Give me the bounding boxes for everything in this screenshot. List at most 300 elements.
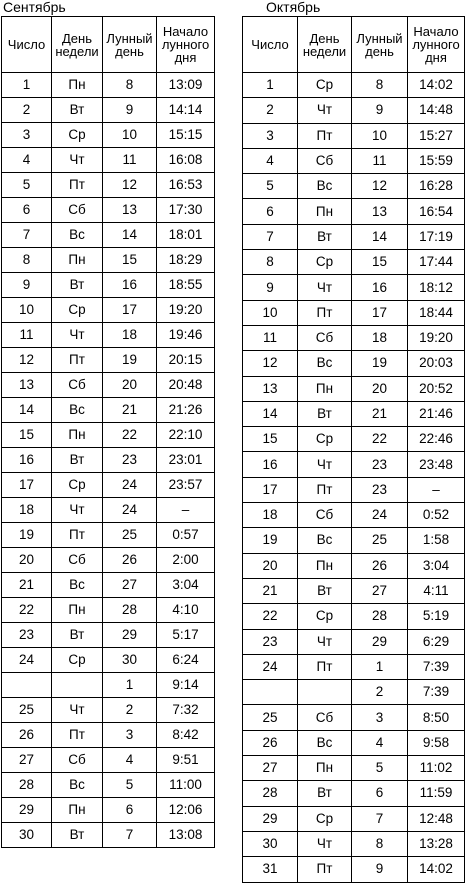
cell-date: 27 xyxy=(2,748,52,773)
cell-lunar-day: 24 xyxy=(352,503,408,528)
cell-date: 29 xyxy=(2,798,52,823)
cell-date: 23 xyxy=(2,623,52,648)
table-row xyxy=(2,573,215,598)
cell-lunar-day: 24 xyxy=(103,498,157,523)
cell-start-time: 8:50 xyxy=(408,705,465,730)
cell-start-time: 15:59 xyxy=(408,148,465,173)
table-row xyxy=(243,174,465,199)
cell-lunar-day: 9 xyxy=(103,98,157,123)
cell-date: 4 xyxy=(243,148,298,173)
cell-start-time: 14:14 xyxy=(157,98,215,123)
cell-date: 29 xyxy=(243,806,298,831)
cell-start-time: 3:04 xyxy=(408,553,465,578)
cell-start-time: 14:02 xyxy=(408,857,465,882)
cell-weekday: Ср xyxy=(52,648,103,673)
cell-lunar-day: 14 xyxy=(103,223,157,248)
cell-lunar-day: 9 xyxy=(352,98,408,123)
table-row xyxy=(243,477,465,502)
table-row xyxy=(243,376,465,401)
cell-lunar-day: 8 xyxy=(352,831,408,856)
lunar-table xyxy=(242,16,465,883)
cell-lunar-day: 4 xyxy=(103,748,157,773)
cell-weekday: Вс xyxy=(52,773,103,798)
cell-weekday: Сб xyxy=(52,198,103,223)
cell-start-time: 20:03 xyxy=(408,351,465,376)
table-row xyxy=(243,578,465,603)
cell-start-time: 11:02 xyxy=(408,756,465,781)
table-row xyxy=(2,98,215,123)
cell-lunar-day: 8 xyxy=(352,73,408,98)
cell-date: 14 xyxy=(2,398,52,423)
october-calendar xyxy=(242,0,464,883)
table-row xyxy=(2,648,215,673)
header-row xyxy=(243,17,465,73)
cell-date: 18 xyxy=(2,498,52,523)
cell-lunar-day: 22 xyxy=(352,427,408,452)
cell-lunar-day: 22 xyxy=(103,423,157,448)
cell-date: 28 xyxy=(243,781,298,806)
cell-weekday: Сб xyxy=(298,325,352,350)
cell-weekday: Сб xyxy=(298,148,352,173)
cell-weekday: Вс xyxy=(52,573,103,598)
cell-date: 20 xyxy=(2,548,52,573)
table-row xyxy=(243,654,465,679)
cell-weekday: Вс xyxy=(298,730,352,755)
cell-start-time: 23:57 xyxy=(157,473,215,498)
table-row xyxy=(243,503,465,528)
cell-weekday: Пт xyxy=(52,723,103,748)
cell-date: 13 xyxy=(243,376,298,401)
cell-date: 26 xyxy=(2,723,52,748)
cell-lunar-day: 21 xyxy=(103,398,157,423)
table-row xyxy=(243,73,465,98)
cell-weekday: Ср xyxy=(298,806,352,831)
cell-weekday: Вт xyxy=(298,401,352,426)
cell-date xyxy=(243,680,298,705)
cell-start-time: 18:01 xyxy=(157,223,215,248)
cell-date: 16 xyxy=(243,452,298,477)
cell-date: 9 xyxy=(2,273,52,298)
cell-weekday: Чт xyxy=(52,498,103,523)
table-row xyxy=(2,798,215,823)
cell-lunar-day: 23 xyxy=(352,452,408,477)
cell-lunar-day: 17 xyxy=(103,298,157,323)
cell-start-time: 7:39 xyxy=(408,680,465,705)
cell-lunar-day: 15 xyxy=(103,248,157,273)
table-row xyxy=(2,448,215,473)
cell-start-time: 18:44 xyxy=(408,300,465,325)
cell-weekday: Чт xyxy=(52,698,103,723)
table-row xyxy=(2,698,215,723)
cell-start-time: 13:28 xyxy=(408,831,465,856)
cell-date: 1 xyxy=(243,73,298,98)
table-row xyxy=(243,427,465,452)
table-row xyxy=(243,224,465,249)
cell-start-time: – xyxy=(157,498,215,523)
table-row xyxy=(2,223,215,248)
cell-date: 12 xyxy=(2,348,52,373)
cell-weekday: Сб xyxy=(52,373,103,398)
cell-date: 20 xyxy=(243,553,298,578)
cell-weekday: Пт xyxy=(298,477,352,502)
cell-lunar-day: 14 xyxy=(352,224,408,249)
table-row xyxy=(243,98,465,123)
cell-date: 18 xyxy=(243,503,298,528)
cell-date: 7 xyxy=(243,224,298,249)
cell-start-time: 16:28 xyxy=(408,174,465,199)
table-row xyxy=(2,148,215,173)
cell-weekday: Сб xyxy=(52,748,103,773)
table-row xyxy=(2,373,215,398)
cell-weekday xyxy=(298,680,352,705)
cell-date: 6 xyxy=(2,198,52,223)
header-weekday: День недели xyxy=(52,17,103,73)
table-row xyxy=(2,723,215,748)
cell-lunar-day: 29 xyxy=(103,623,157,648)
cell-start-time: 3:04 xyxy=(157,573,215,598)
table-row xyxy=(243,680,465,705)
cell-date: 6 xyxy=(243,199,298,224)
cell-date: 25 xyxy=(2,698,52,723)
cell-date: 1 xyxy=(2,73,52,98)
cell-date: 30 xyxy=(2,823,52,848)
cell-start-time: 12:06 xyxy=(157,798,215,823)
cell-weekday: Пн xyxy=(52,423,103,448)
cell-weekday: Пн xyxy=(298,756,352,781)
cell-start-time: 5:19 xyxy=(408,604,465,629)
table-row xyxy=(2,298,215,323)
table-row xyxy=(2,423,215,448)
cell-weekday: Пн xyxy=(52,73,103,98)
header-weekday: День недели xyxy=(298,17,352,73)
cell-start-time: 14:48 xyxy=(408,98,465,123)
cell-weekday: Ср xyxy=(298,427,352,452)
cell-weekday: Вт xyxy=(298,578,352,603)
cell-start-time: 16:54 xyxy=(408,199,465,224)
cell-lunar-day: 20 xyxy=(352,376,408,401)
table-row xyxy=(243,781,465,806)
cell-start-time: 19:20 xyxy=(157,298,215,323)
cell-weekday: Чт xyxy=(298,629,352,654)
cell-lunar-day: 2 xyxy=(352,680,408,705)
cell-start-time: 9:58 xyxy=(408,730,465,755)
cell-weekday: Вт xyxy=(52,98,103,123)
table-row xyxy=(2,323,215,348)
table-row xyxy=(2,623,215,648)
cell-date: 2 xyxy=(243,98,298,123)
cell-weekday: Пт xyxy=(52,348,103,373)
cell-weekday: Ср xyxy=(298,604,352,629)
cell-start-time: 20:48 xyxy=(157,373,215,398)
cell-date: 2 xyxy=(2,98,52,123)
table-row xyxy=(243,629,465,654)
cell-start-time: 17:19 xyxy=(408,224,465,249)
table-row xyxy=(243,401,465,426)
cell-start-time: 13:08 xyxy=(157,823,215,848)
cell-start-time: 16:08 xyxy=(157,148,215,173)
cell-weekday: Ср xyxy=(298,73,352,98)
table-row xyxy=(2,273,215,298)
cell-lunar-day: 30 xyxy=(103,648,157,673)
cell-date: 5 xyxy=(243,174,298,199)
cell-date: 28 xyxy=(2,773,52,798)
table-row xyxy=(2,348,215,373)
cell-weekday: Пт xyxy=(298,654,352,679)
cell-weekday: Пн xyxy=(52,248,103,273)
cell-date: 4 xyxy=(2,148,52,173)
table-row xyxy=(2,523,215,548)
cell-start-time: 7:39 xyxy=(408,654,465,679)
cell-weekday: Ср xyxy=(298,250,352,275)
cell-weekday: Ср xyxy=(52,473,103,498)
cell-lunar-day: 3 xyxy=(103,723,157,748)
cell-weekday: Чт xyxy=(52,148,103,173)
cell-date: 21 xyxy=(2,573,52,598)
cell-start-time: 20:52 xyxy=(408,376,465,401)
cell-start-time: 20:15 xyxy=(157,348,215,373)
cell-start-time: 9:51 xyxy=(157,748,215,773)
cell-date: 5 xyxy=(2,173,52,198)
cell-lunar-day: 21 xyxy=(352,401,408,426)
table-row xyxy=(243,604,465,629)
cell-lunar-day: 23 xyxy=(352,477,408,502)
cell-date: 22 xyxy=(243,604,298,629)
month-title: Сентябрь xyxy=(3,0,66,15)
table-row xyxy=(243,325,465,350)
cell-start-time: 6:29 xyxy=(408,629,465,654)
cell-weekday: Вт xyxy=(298,781,352,806)
cell-weekday: Чт xyxy=(52,323,103,348)
cell-date: 16 xyxy=(2,448,52,473)
cell-lunar-day: 6 xyxy=(103,798,157,823)
cell-weekday: Ср xyxy=(52,298,103,323)
cell-date: 24 xyxy=(243,654,298,679)
cell-start-time: 0:57 xyxy=(157,523,215,548)
cell-weekday: Пт xyxy=(52,523,103,548)
cell-lunar-day: 18 xyxy=(352,325,408,350)
header-lunar-day: Лунный день xyxy=(103,17,157,73)
cell-lunar-day: 18 xyxy=(103,323,157,348)
cell-weekday: Чт xyxy=(298,452,352,477)
cell-date: 17 xyxy=(243,477,298,502)
cell-weekday: Пн xyxy=(52,798,103,823)
cell-weekday: Вс xyxy=(298,174,352,199)
cell-weekday: Вт xyxy=(298,224,352,249)
table-row xyxy=(243,351,465,376)
table-row xyxy=(2,598,215,623)
cell-start-time: 7:32 xyxy=(157,698,215,723)
cell-date: 8 xyxy=(243,250,298,275)
cell-lunar-day: 19 xyxy=(352,351,408,376)
table-row xyxy=(2,773,215,798)
cell-start-time: 11:59 xyxy=(408,781,465,806)
cell-date: 15 xyxy=(243,427,298,452)
cell-date: 10 xyxy=(2,298,52,323)
cell-date: 11 xyxy=(243,325,298,350)
cell-lunar-day: 26 xyxy=(103,548,157,573)
cell-lunar-day: 5 xyxy=(103,773,157,798)
cell-weekday: Пн xyxy=(52,598,103,623)
cell-date: 22 xyxy=(2,598,52,623)
cell-date: 11 xyxy=(2,323,52,348)
cell-start-time: 18:12 xyxy=(408,275,465,300)
cell-lunar-day: 13 xyxy=(352,199,408,224)
cell-lunar-day: 8 xyxy=(103,73,157,98)
cell-weekday: Вс xyxy=(52,398,103,423)
cell-lunar-day: 7 xyxy=(103,823,157,848)
cell-lunar-day: 2 xyxy=(103,698,157,723)
cell-start-time: 15:15 xyxy=(157,123,215,148)
cell-start-time: 23:48 xyxy=(408,452,465,477)
cell-lunar-day: 27 xyxy=(103,573,157,598)
cell-start-time: 1:58 xyxy=(408,528,465,553)
header-lunar-day-start: Начало лунного дня xyxy=(157,17,215,73)
cell-start-time: 17:30 xyxy=(157,198,215,223)
cell-lunar-day: 27 xyxy=(352,578,408,603)
cell-lunar-day: 5 xyxy=(352,756,408,781)
cell-lunar-day: 11 xyxy=(352,148,408,173)
cell-date: 8 xyxy=(2,248,52,273)
cell-weekday: Пн xyxy=(298,553,352,578)
cell-weekday: Вс xyxy=(298,528,352,553)
cell-start-time: 17:44 xyxy=(408,250,465,275)
cell-date: 30 xyxy=(243,831,298,856)
cell-weekday: Вс xyxy=(298,351,352,376)
cell-start-time: 22:10 xyxy=(157,423,215,448)
cell-start-time: 23:01 xyxy=(157,448,215,473)
cell-start-time: 4:10 xyxy=(157,598,215,623)
cell-weekday: Сб xyxy=(298,705,352,730)
cell-weekday: Вт xyxy=(52,823,103,848)
cell-lunar-day: 28 xyxy=(103,598,157,623)
cell-lunar-day: 29 xyxy=(352,629,408,654)
cell-lunar-day: 15 xyxy=(352,250,408,275)
table-row xyxy=(2,248,215,273)
cell-date: 27 xyxy=(243,756,298,781)
header-date: Число xyxy=(243,17,298,73)
table-row xyxy=(243,705,465,730)
header-lunar-day-start: Начало лунного дня xyxy=(408,17,465,73)
cell-start-time: 2:00 xyxy=(157,548,215,573)
cell-start-time: 9:14 xyxy=(157,673,215,698)
cell-weekday: Чт xyxy=(298,98,352,123)
cell-lunar-day: 10 xyxy=(103,123,157,148)
cell-weekday: Сб xyxy=(52,548,103,573)
cell-date: 24 xyxy=(2,648,52,673)
cell-lunar-day: 7 xyxy=(352,806,408,831)
cell-weekday: Вт xyxy=(52,623,103,648)
cell-date: 9 xyxy=(243,275,298,300)
header-row xyxy=(2,17,215,73)
cell-lunar-day: 20 xyxy=(103,373,157,398)
cell-lunar-day: 3 xyxy=(352,705,408,730)
table-row xyxy=(243,756,465,781)
cell-start-time: 13:09 xyxy=(157,73,215,98)
cell-start-time: 16:53 xyxy=(157,173,215,198)
cell-start-time: 21:46 xyxy=(408,401,465,426)
cell-start-time: 6:24 xyxy=(157,648,215,673)
cell-weekday: Пн xyxy=(298,376,352,401)
table-row xyxy=(2,823,215,848)
table-row xyxy=(243,730,465,755)
table-row xyxy=(2,498,215,523)
cell-lunar-day: 12 xyxy=(352,174,408,199)
cell-date: 10 xyxy=(243,300,298,325)
cell-lunar-day: 16 xyxy=(103,273,157,298)
cell-lunar-day: 25 xyxy=(352,528,408,553)
table-row xyxy=(2,673,215,698)
cell-lunar-day: 24 xyxy=(103,473,157,498)
cell-date: 3 xyxy=(243,123,298,148)
table-row xyxy=(243,275,465,300)
table-row xyxy=(243,831,465,856)
cell-weekday: Пт xyxy=(298,857,352,882)
cell-weekday: Пт xyxy=(298,123,352,148)
table-row xyxy=(243,199,465,224)
cell-start-time: 19:20 xyxy=(408,325,465,350)
table-row xyxy=(243,250,465,275)
cell-start-time: 22:46 xyxy=(408,427,465,452)
cell-weekday: Ср xyxy=(52,123,103,148)
cell-lunar-day: 6 xyxy=(352,781,408,806)
cell-weekday xyxy=(52,673,103,698)
cell-date: 13 xyxy=(2,373,52,398)
cell-lunar-day: 11 xyxy=(103,148,157,173)
cell-date: 7 xyxy=(2,223,52,248)
cell-date xyxy=(2,673,52,698)
table-row xyxy=(243,148,465,173)
cell-weekday: Пт xyxy=(52,173,103,198)
table-row xyxy=(2,398,215,423)
cell-date: 14 xyxy=(243,401,298,426)
cell-date: 19 xyxy=(2,523,52,548)
table-row xyxy=(2,198,215,223)
cell-weekday: Сб xyxy=(298,503,352,528)
cell-lunar-day: 16 xyxy=(352,275,408,300)
table-row xyxy=(2,173,215,198)
cell-weekday: Чт xyxy=(298,275,352,300)
cell-start-time: 0:52 xyxy=(408,503,465,528)
cell-date: 21 xyxy=(243,578,298,603)
cell-start-time: 19:46 xyxy=(157,323,215,348)
cell-date: 31 xyxy=(243,857,298,882)
cell-start-time: 18:29 xyxy=(157,248,215,273)
cell-start-time: 11:00 xyxy=(157,773,215,798)
header-date: Число xyxy=(2,17,52,73)
table-row xyxy=(243,452,465,477)
table-row xyxy=(2,748,215,773)
cell-weekday: Пн xyxy=(298,199,352,224)
cell-lunar-day: 1 xyxy=(103,673,157,698)
table-row xyxy=(243,857,465,882)
cell-lunar-day: 9 xyxy=(352,857,408,882)
cell-lunar-day: 13 xyxy=(103,198,157,223)
table-row xyxy=(2,123,215,148)
cell-start-time: 5:17 xyxy=(157,623,215,648)
header-lunar-day: Лунный день xyxy=(352,17,408,73)
cell-start-time: 18:55 xyxy=(157,273,215,298)
cell-start-time: – xyxy=(408,477,465,502)
cell-lunar-day: 1 xyxy=(352,654,408,679)
cell-lunar-day: 17 xyxy=(352,300,408,325)
cell-date: 23 xyxy=(243,629,298,654)
cell-start-time: 14:02 xyxy=(408,73,465,98)
cell-lunar-day: 12 xyxy=(103,173,157,198)
cell-weekday: Вт xyxy=(52,273,103,298)
cell-weekday: Вт xyxy=(52,448,103,473)
table-row xyxy=(243,123,465,148)
table-row xyxy=(2,73,215,98)
